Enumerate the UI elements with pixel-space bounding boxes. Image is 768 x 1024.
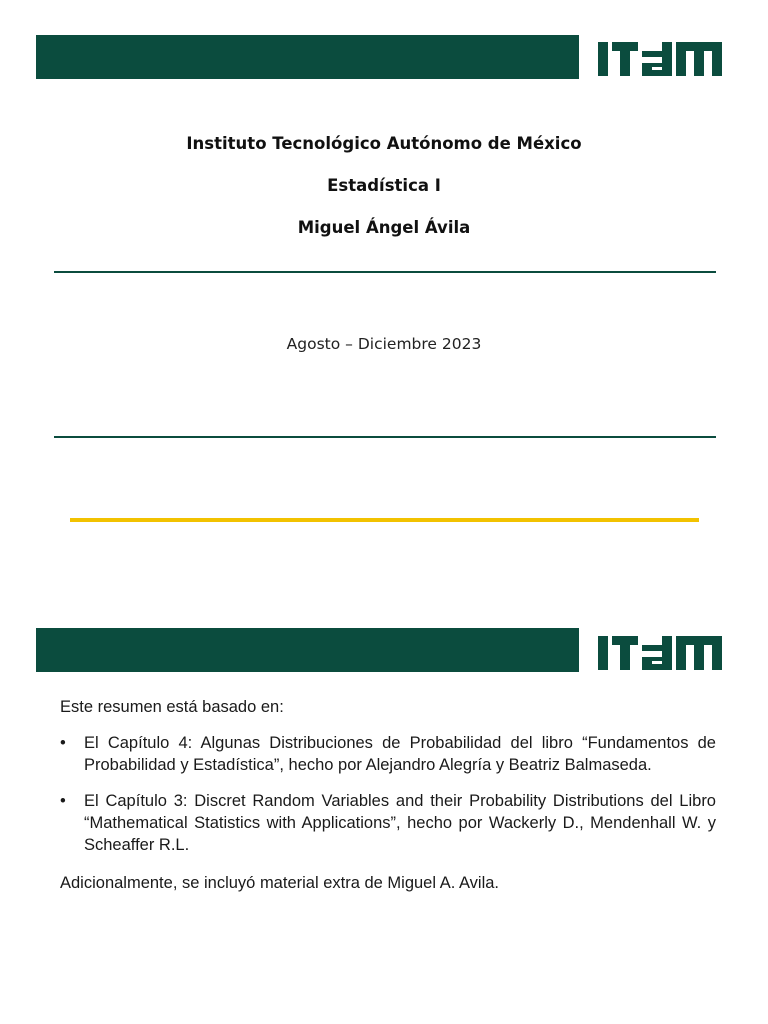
period-text: Agosto – Diciembre 2023 (286, 335, 482, 353)
itam-logo (594, 39, 726, 79)
gold-accent-bar (70, 518, 699, 522)
sources-body (60, 696, 716, 894)
course-name: Estadística I (327, 176, 441, 195)
bullet-icon: • (60, 734, 66, 752)
itam-logo (594, 633, 726, 673)
reference-list (60, 732, 716, 856)
intro-text: Este resumen está basado en: (60, 698, 284, 716)
reference-text: El Capítulo 3: Discret Random Variables and their Probability Distributions del Libro “Mathematical Statistics with Applications”, hecho por Wackerly D., Mendenhall W. y Scheaffer R.L. (84, 792, 716, 854)
reference-item (60, 790, 716, 856)
header-banner (36, 628, 579, 672)
header-banner (36, 35, 579, 79)
author-name: Miguel Ángel Ávila (297, 218, 471, 237)
itam-logo-icon (594, 39, 726, 79)
divider-bottom (54, 436, 716, 438)
institution-name: Instituto Tecnológico Autónomo de México (186, 134, 582, 153)
closing-text: Adicionalmente, se incluyó material extra de Miguel A. Avila. (60, 874, 500, 892)
bullet-icon: • (60, 792, 66, 810)
reference-item (60, 732, 716, 776)
itam-logo-icon (594, 633, 726, 673)
sources-slide (0, 600, 768, 1024)
reference-text: El Capítulo 4: Algunas Distribuciones de Probabilidad del libro “Fundamentos de Probabilidad y Estadística”, hecho por Alejandro Alegría y Beatriz Balmaseda. (84, 734, 716, 774)
divider-top (54, 271, 716, 273)
